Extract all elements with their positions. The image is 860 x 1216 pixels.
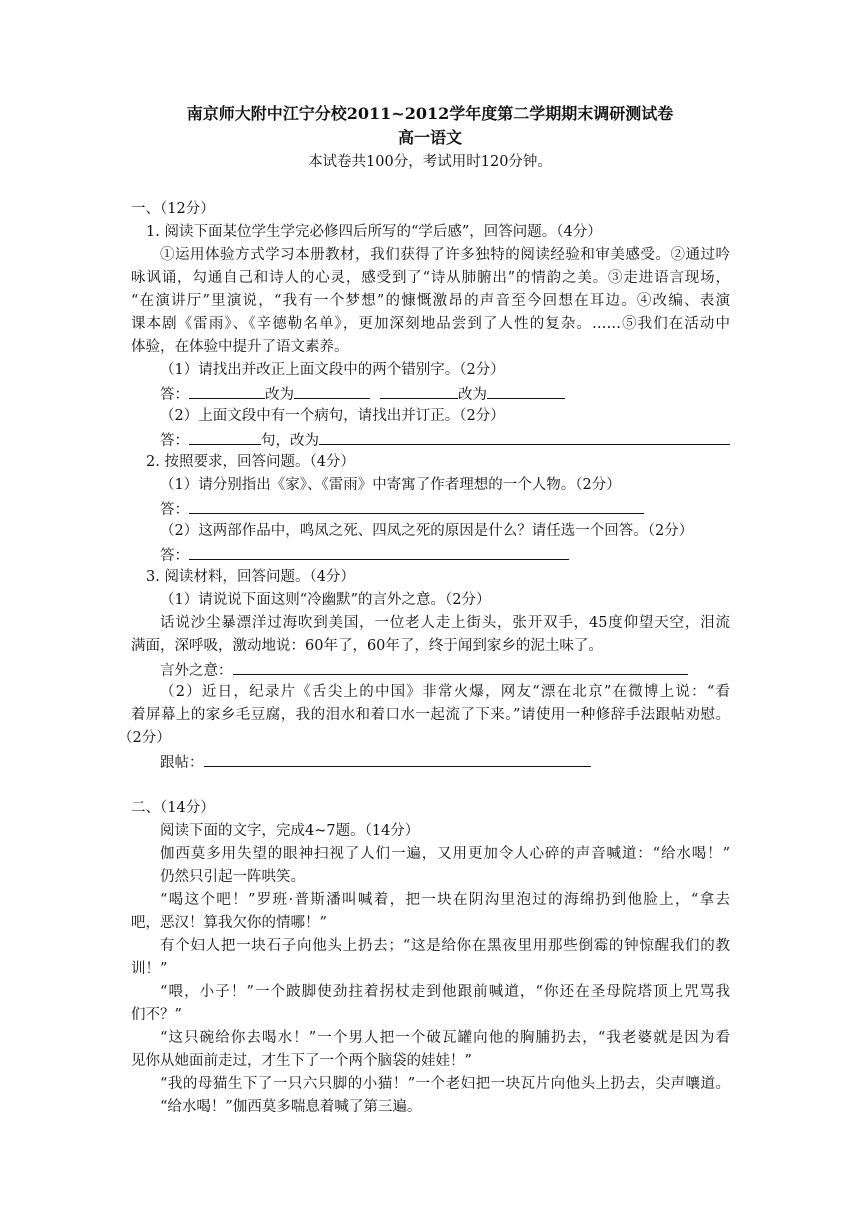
passage-line: “这只碗给你去喝水！”一个男人把一个破瓦罐向他的胸脯扔去，“我老婆就是因为看 xyxy=(160,1030,730,1046)
section-2-heading: 二、（14分） xyxy=(131,800,215,816)
answer-label: 答： xyxy=(160,502,189,518)
answer-blank[interactable] xyxy=(189,544,569,560)
q1-passage-line: “在演讲厅”里演说，“我有一个梦想”的慷慨激昂的声音至今回想在耳边。④改编、表演 xyxy=(131,293,730,309)
passage-line: “喝这个吧！”罗班·普斯潘叫喊着，把一块在阴沟里泡过的海绵扔到他脸上，“拿去 xyxy=(160,892,730,908)
passage-line: 训！” xyxy=(131,961,168,977)
q3-sub2-line: 着屏幕上的家乡毛豆腐，我的泪水和着口水一起流了下来。”请使用一种修辞手法跟帖劝慰。 xyxy=(131,707,730,723)
passage-line: 仍然只引起一阵哄笑。 xyxy=(160,869,305,885)
passage-line: 见你从她面前走过，才生下了一个两个脑袋的娃娃！” xyxy=(131,1053,472,1069)
section-1-heading: 一、（12分） xyxy=(131,201,215,217)
q1-passage-line: 咏讽诵，勾通自己和诗人的心灵，感受到了“诗从肺腑出”的情韵之美。③走进语言现场， xyxy=(131,270,730,286)
answer-blank[interactable] xyxy=(487,383,565,399)
answer-label: 答： xyxy=(160,387,189,403)
answer-label: 跟帖： xyxy=(160,755,204,771)
q1-passage-line: 体验，在体验中提升了语文素养。 xyxy=(131,339,349,355)
answer-blank[interactable] xyxy=(294,383,370,399)
q2-answer-row-2 xyxy=(160,544,569,566)
answer-blank[interactable] xyxy=(319,429,730,445)
q2-stem: 2. 按照要求，回答问题。（4分） xyxy=(146,454,355,470)
q3-answer-row-1 xyxy=(160,659,688,681)
q3-answer-row-2 xyxy=(160,751,591,773)
q3-material-line: 话说沙尘暴漂洋过海吹到美国，一位老人走上街头，张开双手，45度仰望天空，泪流 xyxy=(160,615,730,631)
q1-passage-line: ①运用体验方式学习本册教材，我们获得了许多独特的阅读经验和审美感受。②通过吟 xyxy=(160,247,730,263)
passage-line: 吧，恶汉！算我欠你的情哪！” xyxy=(131,915,327,931)
correction-label: 句，改为 xyxy=(261,433,319,449)
answer-blank[interactable] xyxy=(204,751,591,767)
q3-sub2-line: （2）近日，纪录片《舌尖上的中国》非常火爆，网友“漂在北京”在微博上说：“看 xyxy=(160,684,730,700)
q1-passage-line: 课本剧《雷雨》、《辛德勒名单》，更加深刻地品尝到了人性的复杂。……⑤我们在活动中 xyxy=(131,316,730,332)
q1-answer-row-2 xyxy=(160,429,730,451)
passage-line: “给水喝！”伽西莫多喘息着喊了第三遍。 xyxy=(160,1099,422,1115)
answer-label: 言外之意： xyxy=(160,663,233,679)
passage-line: 有个妇人把一块石子向他头上扔去；“这是给你在黑夜里用那些倒霉的钟惊醒我们的教 xyxy=(160,938,730,954)
answer-label: 答： xyxy=(160,433,189,449)
answer-blank[interactable] xyxy=(380,383,458,399)
q1-sub2: （2）上面文段中有一个病句，请找出并订正。（2分） xyxy=(160,408,505,424)
passage-line: “喂，小子！”一个跛脚使劲拄着拐杖走到他跟前喊道，“你还在圣母院塔顶上咒骂我 xyxy=(160,984,730,1000)
q3-stem: 3. 阅读材料，回答问题。（4分） xyxy=(146,569,355,585)
q2-sub2: （2）这两部作品中，鸣凤之死、四凤之死的原因是什么？请任选一个回答。（2分） xyxy=(160,523,694,539)
answer-blank[interactable] xyxy=(189,498,644,514)
passage-line: “我的母猫生下了一只六只脚的小猫！”一个老妇把一块瓦片向他头上扔去，尖声嚷道。 xyxy=(160,1076,730,1092)
subject-title: 高一语文 xyxy=(397,128,462,147)
correction-label: 改为 xyxy=(458,387,487,403)
q1-sub1: （1）请找出并改正上面文段中的两个错别字。（2分） xyxy=(160,362,505,378)
answer-blank[interactable] xyxy=(189,383,265,399)
q2-answer-row-1 xyxy=(160,498,644,520)
correction-label: 改为 xyxy=(265,387,294,403)
q3-sub2-line: （2分） xyxy=(118,730,171,746)
q2-sub1: （1）请分别指出《家》、《雷雨》中寄寓了作者理想的一个人物。（2分） xyxy=(160,477,621,493)
q3-sub1: （1）请说说下面这则“冷幽默”的言外之意。（2分） xyxy=(160,592,491,608)
exam-note: 本试卷共100分，考试用时120分钟。 xyxy=(308,154,552,170)
passage-line: 伽西莫多用失望的眼神扫视了人们一遍，又用更加令人心碎的声音喊道：“给水喝！” xyxy=(160,846,730,862)
passage-line: 们不？” xyxy=(131,1007,182,1023)
section-2-intro: 阅读下面的文字，完成4~7题。（14分） xyxy=(160,823,420,839)
q3-material-line: 满面，深呼吸，激动地说：60年了，60年了，终于闻到家乡的泥土味了。 xyxy=(131,638,603,654)
answer-blank[interactable] xyxy=(189,429,261,445)
q1-stem: 1. 阅读下面某位学生学完必修四后所写的“学后感”，回答问题。（4分） xyxy=(146,224,602,240)
q1-answer-row-1 xyxy=(160,383,565,405)
answer-blank[interactable] xyxy=(233,659,688,675)
answer-label: 答： xyxy=(160,548,189,564)
exam-title: 南京师大附中江宁分校2011~2012学年度第二学期期末调研测试卷 xyxy=(186,104,674,123)
